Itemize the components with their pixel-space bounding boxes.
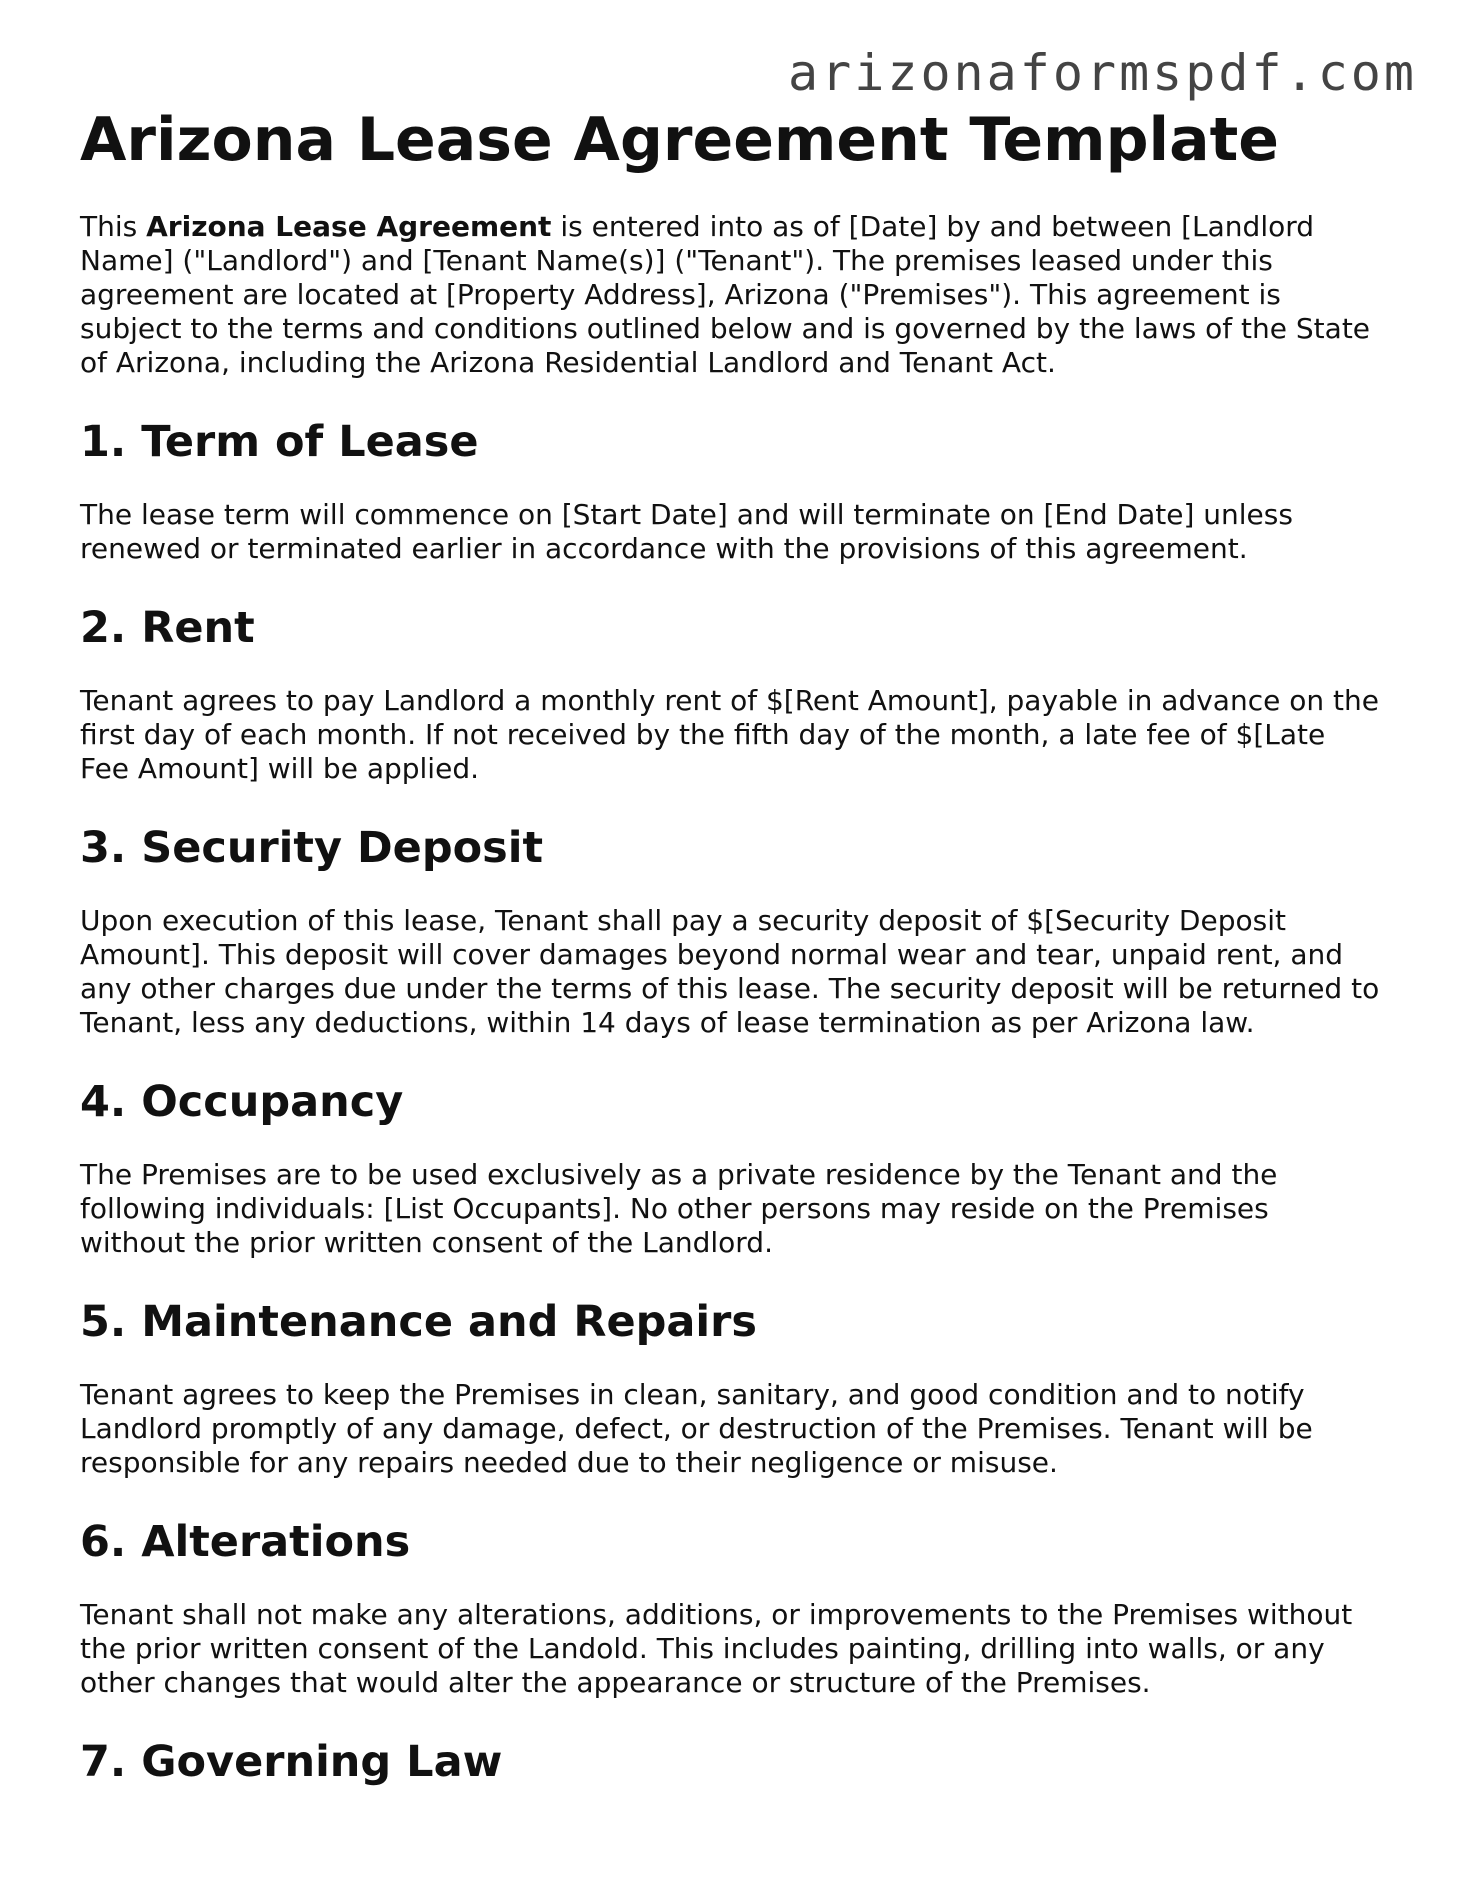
intro-prefix: This	[80, 210, 147, 243]
document-page	[80, 104, 1380, 1788]
section-body: Tenant agrees to pay Landlord a monthly rent of $[Rent Amount], payable in advance on the first day of each month. If not received by the fifth day of the month, a late fee of $[Late Fee Amount] will be applied.	[80, 684, 1379, 785]
section-heading: 6. Alterations	[80, 1517, 411, 1567]
section-term-of-lease	[80, 416, 1380, 566]
watermark: arizonaformspdf.com	[788, 44, 1417, 102]
section-security-deposit	[80, 822, 1380, 1040]
section-occupancy	[80, 1076, 1380, 1260]
section-body: Upon execution of this lease, Tenant shall pay a security deposit of $[Security Deposit Amount]. This deposit will cover damages beyond normal wear and tear, unpaid rent, and any other charges due under the terms of this lease. The security deposit will be returned to Tenant, less any deductions, within 14 days of lease termination as per Arizona law.	[80, 904, 1380, 1039]
intro-bold-term: Arizona Lease Agreement	[146, 210, 552, 243]
document-title: Arizona Lease Agreement Template	[80, 105, 1279, 175]
section-body: The lease term will commence on [Start Date] and will terminate on [End Date] unless renewed or terminated earlier in accordance with the provisions of this agreement.	[80, 498, 1293, 565]
section-heading: 5. Maintenance and Repairs	[80, 1297, 757, 1347]
intro-suffix: is entered into as of [Date] by and between [Landlord Name] ("Landlord") and [Tenant Name(s)] ("Tenant"). The premises leased under this agreement are located at [Property Address], Arizona ("Premises"). This agreement is subject to the terms and conditions outlined below and is governed by the laws of the State of Arizona, including the Arizona Residential Landlord and Tenant Act.	[80, 210, 1371, 379]
section-heading: 3. Security Deposit	[80, 823, 544, 873]
section-body: The Premises are to be used exclusively as a private residence by the Tenant and the following individuals: [List Occupants]. No other persons may reside on the Premises without the prior written consent of the Landlord.	[80, 1158, 1278, 1259]
section-heading: 7. Governing Law	[80, 1737, 503, 1787]
section-governing-law	[80, 1736, 1380, 1788]
section-maintenance-repairs	[80, 1296, 1380, 1480]
section-body: Tenant shall not make any alterations, additions, or improvements to the Premises without the prior written consent of the Landold. This includes painting, drilling into walls, or any other changes that would alter the appearance or structure of the Premises.	[80, 1598, 1353, 1699]
section-body: Tenant agrees to keep the Premises in clean, sanitary, and good condition and to notify Landlord promptly of any damage, defect, or destruction of the Premises. Tenant will be responsible for any repairs needed due to their negligence or misuse.	[80, 1378, 1313, 1479]
section-heading: 2. Rent	[80, 603, 255, 653]
section-heading: 1. Term of Lease	[80, 417, 479, 467]
intro-paragraph	[80, 210, 1380, 380]
section-rent	[80, 602, 1380, 786]
section-alterations	[80, 1516, 1380, 1700]
section-heading: 4. Occupancy	[80, 1077, 404, 1127]
